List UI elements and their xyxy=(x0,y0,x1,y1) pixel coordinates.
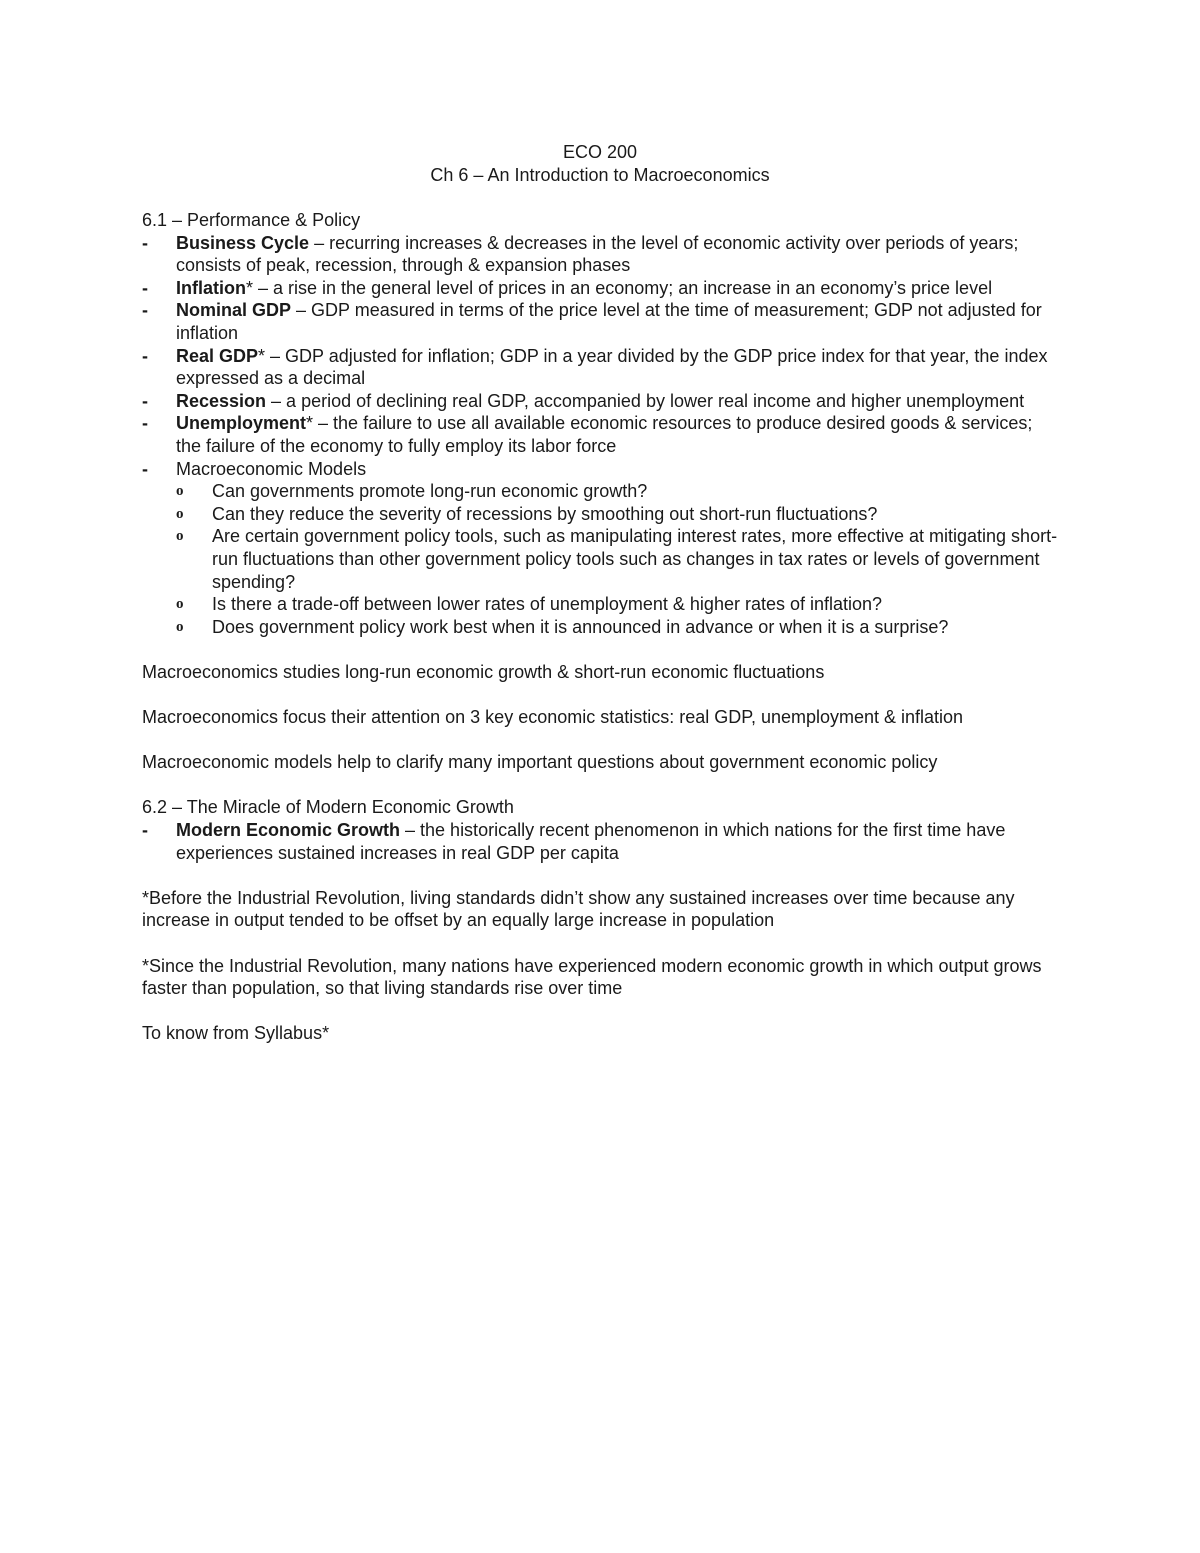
term: Business Cycle xyxy=(176,232,310,253)
list-item xyxy=(142,232,1062,277)
sub-bullet: o xyxy=(176,618,184,635)
bullet: - xyxy=(142,820,148,841)
question-text: Can they reduce the severity of recessions by smoothing out short-run fluctuations? xyxy=(212,503,878,524)
paragraph: To know from Syllabus* xyxy=(142,1023,330,1044)
list-item xyxy=(142,390,1062,413)
sub-bullet: o xyxy=(176,505,184,522)
course-title: ECO 200 xyxy=(562,142,638,162)
paragraph: *Since the Industrial Revolution, many nations have experienced modern economic growth in which output grows faster than population, so that living standards rise over time xyxy=(142,955,1042,999)
question-item xyxy=(176,616,1062,639)
document-header xyxy=(0,141,1200,186)
question-item xyxy=(176,593,1062,616)
definition: – the historically recent phenomenon in which nations for the first time have experiences sustained increases in real GDP per capita xyxy=(176,820,1006,863)
sub-bullet: o xyxy=(176,596,184,613)
term: Unemployment xyxy=(176,413,307,434)
list-item xyxy=(142,277,1062,300)
list-item xyxy=(142,412,1062,457)
question-item xyxy=(176,525,1062,593)
paragraph: Macroeconomic models help to clarify many important questions about government economic policy xyxy=(142,752,938,773)
question-item xyxy=(176,480,1062,503)
term: Nominal GDP xyxy=(176,300,292,321)
definition: * – GDP adjusted for inflation; GDP in a year divided by the GDP price index for that year, the index expressed as a decimal xyxy=(176,345,1048,389)
bullet: - xyxy=(142,458,148,479)
list-item xyxy=(142,458,1062,639)
question-item xyxy=(176,503,1062,526)
section-heading: 6.1 – Performance & Policy xyxy=(142,210,361,230)
sub-bullet: o xyxy=(176,528,184,545)
paragraph: Macroeconomics focus their attention on 3 key economic statistics: real GDP, unemployment & inflation xyxy=(142,707,964,728)
bullet: - xyxy=(142,232,148,253)
question-text: Are certain government policy tools, such as manipulating interest rates, more effective at mitigating short-run fluctuations than other government policy tools such as changes in tax rates or levels of government spending? xyxy=(212,526,1058,592)
bullet: - xyxy=(142,390,148,411)
list-item xyxy=(142,299,1062,344)
definition: – recurring increases & decreases in the level of economic activity over periods of years; consists of peak, recession, through & expansion phases xyxy=(176,232,1019,276)
question-list xyxy=(176,480,1062,638)
question-text: Does government policy work best when it is announced in advance or when it is a surprise? xyxy=(212,616,949,637)
term: Real GDP xyxy=(176,345,259,366)
bullet: - xyxy=(142,300,148,321)
definition: * – a rise in the general level of prices in an economy; an increase in an economy’s price level xyxy=(246,277,993,298)
list-item xyxy=(142,345,1062,390)
question-text: Is there a trade-off between lower rates of unemployment & higher rates of inflation? xyxy=(212,594,883,615)
definition: – GDP measured in terms of the price level at the time of measurement; GDP not adjusted for inflation xyxy=(176,300,1042,343)
list-item xyxy=(142,819,1062,864)
term: Inflation xyxy=(176,277,246,298)
bullet: - xyxy=(142,345,148,366)
definition-list xyxy=(142,819,1062,864)
paragraph: Macroeconomics studies long-run economic growth & short-run economic fluctuations xyxy=(142,661,825,682)
term: Modern Economic Growth xyxy=(176,820,401,841)
question-text: Can governments promote long-run economic growth? xyxy=(212,481,648,502)
definition: * – the failure to use all available economic resources to produce desired goods & services; the failure of the economy to fully employ its labor force xyxy=(176,413,1033,456)
definition-list xyxy=(142,232,1062,639)
models-label: Macroeconomic Models xyxy=(176,458,367,479)
paragraph: *Before the Industrial Revolution, living standards didn’t show any sustained increases over time because any increase in output tended to be offset by an equally large increase in population xyxy=(142,887,1015,931)
definition: – a period of declining real GDP, accompanied by lower real income and higher unemployment xyxy=(266,390,1025,411)
term: Recession xyxy=(176,390,267,411)
document-body xyxy=(142,209,1062,1045)
section-heading: 6.2 – The Miracle of Modern Economic Growth xyxy=(142,797,514,818)
sub-bullet: o xyxy=(176,483,184,500)
chapter-title: Ch 6 – An Introduction to Macroeconomics xyxy=(430,164,770,185)
bullet: - xyxy=(142,277,148,298)
bullet: - xyxy=(142,413,148,434)
